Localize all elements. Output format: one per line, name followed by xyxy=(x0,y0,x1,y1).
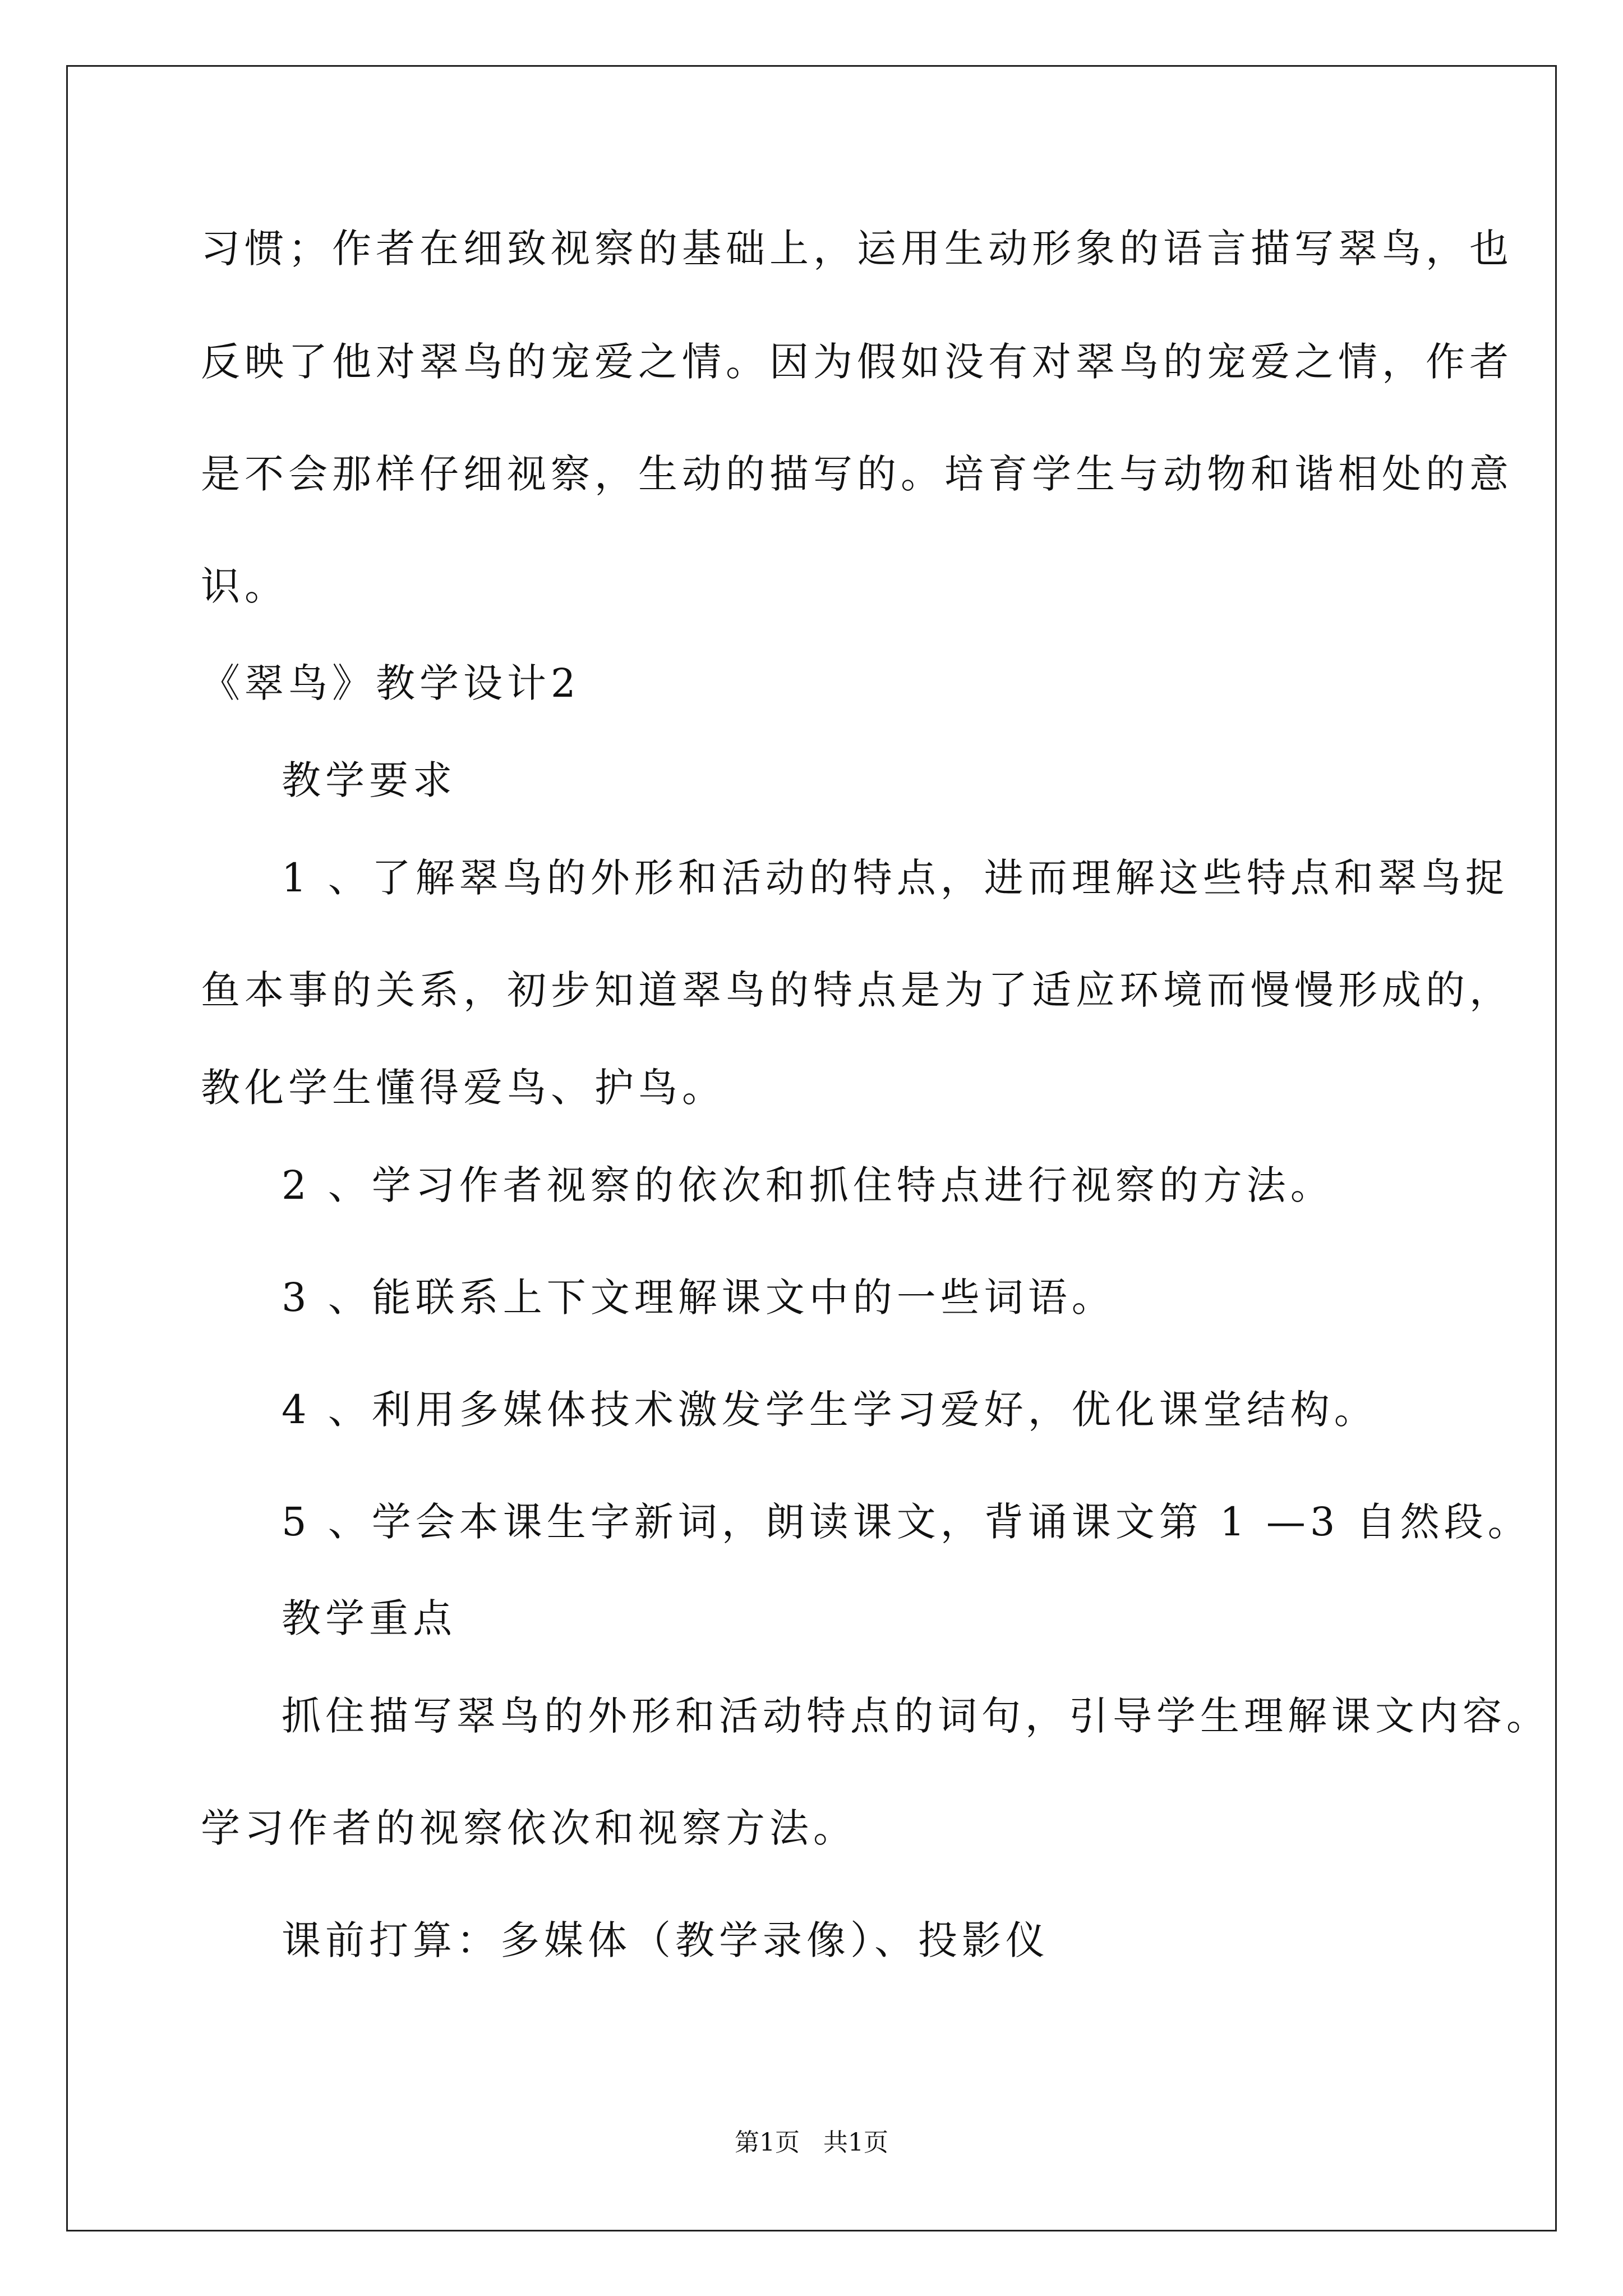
section-title: 《翠鸟》教学设计2 xyxy=(201,660,580,706)
page-border xyxy=(66,65,1557,2231)
intro-line-2: 反映了他对翠鸟的宠爱之情。因为假如没有对翠鸟的宠爱之情，作者 xyxy=(201,339,1513,385)
key-points-heading: 教学重点 xyxy=(282,1595,457,1641)
intro-line-4: 识。 xyxy=(201,563,288,609)
requirements-heading: 教学要求 xyxy=(282,757,457,803)
requirement-1-line-1: 1 、了解翠鸟的外形和活动的特点，进而理解这些特点和翠鸟捉 xyxy=(282,855,1509,901)
page-number-total: 共1页 xyxy=(823,2128,888,2157)
requirement-3: 3 、能联系上下文理解课文中的一些词语。 xyxy=(282,1274,1115,1320)
requirement-5: 5 、学会本课生字新词，朗读课文，背诵课文第 1 —3 自然段。 xyxy=(282,1499,1532,1545)
requirement-1-line-3: 教化学生懂得爱鸟、护鸟。 xyxy=(201,1065,726,1111)
preparation-line: 课前打算：多媒体（教学录像）、投影仪 xyxy=(282,1917,1049,1963)
page-footer xyxy=(0,2126,1623,2160)
key-points-line-2: 学习作者的视察依次和视察方法。 xyxy=(201,1805,857,1851)
intro-line-1: 习惯；作者在细致视察的基础上，运用生动形象的语言描写翠鸟，也 xyxy=(201,226,1513,272)
intro-line-3: 是不会那样仔细视察，生动的描写的。培育学生与动物和谐相处的意 xyxy=(201,451,1513,497)
page-number-current: 第1页 xyxy=(735,2128,800,2157)
requirement-2: 2 、学习作者视察的依次和抓住特点进行视察的方法。 xyxy=(282,1162,1334,1208)
key-points-line-1: 抓住描写翠鸟的外形和活动特点的词句，引导学生理解课文内容。 xyxy=(282,1693,1550,1739)
requirement-4: 4 、利用多媒体技术激发学生学习爱好，优化课堂结构。 xyxy=(282,1387,1378,1433)
requirement-1-line-2: 鱼本事的关系，初步知道翠鸟的特点是为了适应环境而慢慢形成的， xyxy=(201,967,1513,1013)
